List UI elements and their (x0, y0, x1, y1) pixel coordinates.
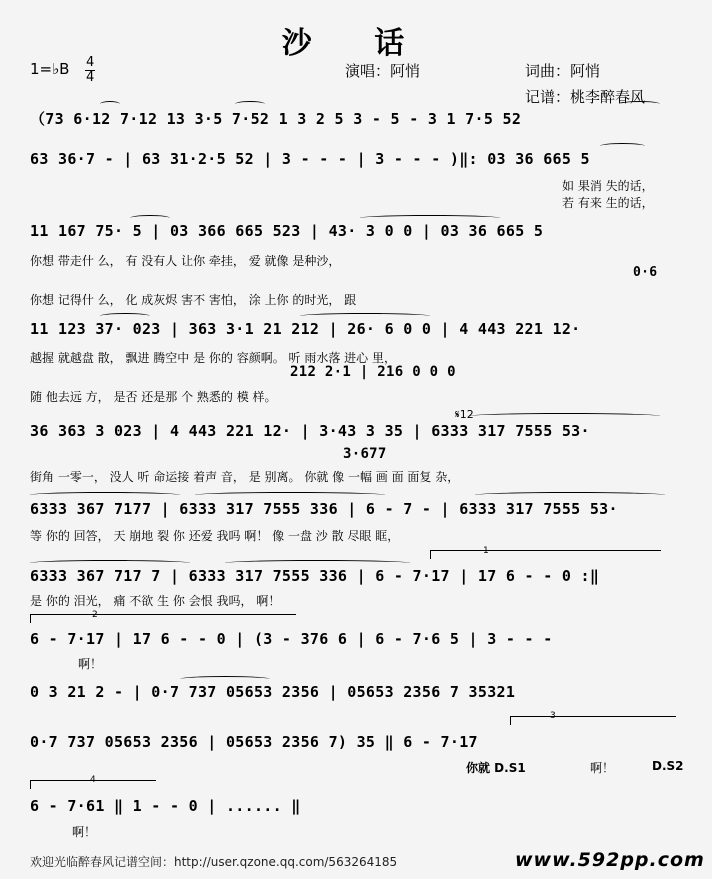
lyricist-composer: 词曲：阿悄 (525, 62, 601, 80)
slur (360, 215, 500, 221)
lyric-line: 越握 就越盘 散， 飘进 腾空中 是 你的 容颜啊。 听 雨水落 进心 里， (30, 351, 396, 365)
lyric-line: 等 你的 回答， 天 崩地 裂 你 还爱 我吗 啊！ 像 一盘 沙 散 尽眼 眶， (30, 529, 400, 543)
slur (620, 101, 660, 107)
volta-bracket-3 (510, 716, 676, 725)
score-line-8: 3·677 (343, 446, 387, 462)
slur (180, 676, 270, 682)
lyric-ds2: D.S2 (652, 759, 684, 773)
key-signature: 1=♭B (30, 60, 70, 78)
score-line-6: 212 2·1 | 216 0 0 0 (290, 364, 456, 380)
slur (30, 560, 190, 566)
score-line-3: 11 167 75· 5 | 03 366 665 523 | 43· 3 0 0 | 03 36 665 5 (30, 222, 544, 240)
volta-bracket-2 (30, 614, 296, 623)
lyric-line: 如 果消 失的话， (562, 179, 654, 193)
slur (195, 492, 385, 498)
score-line-7: 36 363 3 023 | 4 443 221 12· | 3·43 3 35 | 6333 317 7555 53· (30, 422, 590, 440)
slur (470, 413, 660, 419)
volta-label: 2 (92, 610, 98, 620)
slur (100, 313, 150, 319)
slur (100, 101, 120, 107)
score-line-9: 6333 367 7177 | 6333 317 7555 336 | 6 - 7 - | 6333 317 7555 53· (30, 500, 618, 518)
volta-label: 1 (483, 546, 489, 556)
slur (235, 101, 265, 107)
lyric-line: 是 你的 泪光， 痛 不欲 生 你 会恨 我吗， 啊！ (30, 594, 281, 608)
lyric-line: 你想 记得什 么， 化 成灰烬 害不 害怕， 涂 上你 的时光， 跟 (30, 293, 357, 307)
score-line-12: 0 3 21 2 - | 0·7 737 05653 2356 | 05653 2356 7 35321 (30, 683, 516, 701)
score-line-10: 6333 367 717 7 | 6333 317 7555 336 | 6 - 7·17 | 17 6 - - 0 :‖ (30, 567, 600, 585)
score-line-13: 0·7 737 05653 2356 | 05653 2356 7) 35 ‖ 6 - 7·17 (30, 733, 478, 751)
volta-label: 4 (90, 775, 96, 785)
time-signature-bottom: 4 (86, 70, 95, 85)
score-line-11: 6 - 7·17 | 17 6 - - 0 | (3 - 376 6 | 6 - 7·6 5 | 3 - - - (30, 630, 553, 648)
lyric-line: 若 有来 生的话， (562, 196, 654, 210)
slur (130, 215, 170, 221)
lyric-line: 你想 带走什 么， 有 没有人 让你 牵挂， 爱 就像 是种沙， (30, 254, 341, 268)
lyric-line: 啊！ (72, 825, 97, 839)
score-line-1: （73 6·12 7·12 13 3·5 7·52 1 3 2 5 3 - 5 - 3 1 7·5 52 (30, 110, 522, 128)
volta-bracket-1 (430, 550, 661, 559)
transcriber: 记谱：桃李醉春风 (525, 88, 646, 106)
score-line-14: 6 - 7·61 ‖ 1 - - 0 | ...... ‖ (30, 797, 301, 815)
score-line-2: 63 36·7 - | 63 31·2·5 52 | 3 - - - | 3 - - - )‖: 03 36 665 5 (30, 150, 590, 168)
slur (600, 143, 645, 149)
time-signature-top: 4 (86, 55, 95, 70)
lyric-ds1: 你就 D.S1 (466, 761, 526, 775)
pickup-notes: 0·6 (633, 265, 658, 280)
song-title: 沙 话 (281, 26, 431, 61)
volta-label: 3 (550, 711, 556, 721)
lyric-line: 啊！ (590, 761, 615, 775)
footer-text: 欢迎光临醉春风记谱空间：http://user.qzone.qq.com/563264185 (30, 855, 398, 869)
singer: 演唱：阿悄 (345, 62, 421, 80)
score-line-5: 11 123 37· 023 | 363 3·1 21 212 | 26· 6 0 0 | 4 443 221 12· (30, 320, 581, 338)
segno-mark: 𝄋12 (455, 408, 474, 421)
lyric-line: 啊！ (78, 657, 103, 671)
slur (475, 492, 665, 498)
slur (225, 560, 410, 566)
lyric-line: 街角 一零一， 没人 听 命运接 着声 音， 是 别离。 你就 像 一幅 画 面 面复 杂， (30, 470, 460, 484)
slur (30, 492, 180, 498)
lyric-line: 随 他去远 方， 是否 还是那 个 熟悉的 模 样。 (30, 390, 277, 404)
slur (300, 313, 430, 319)
site-logo: www.592pp.com (515, 849, 705, 871)
